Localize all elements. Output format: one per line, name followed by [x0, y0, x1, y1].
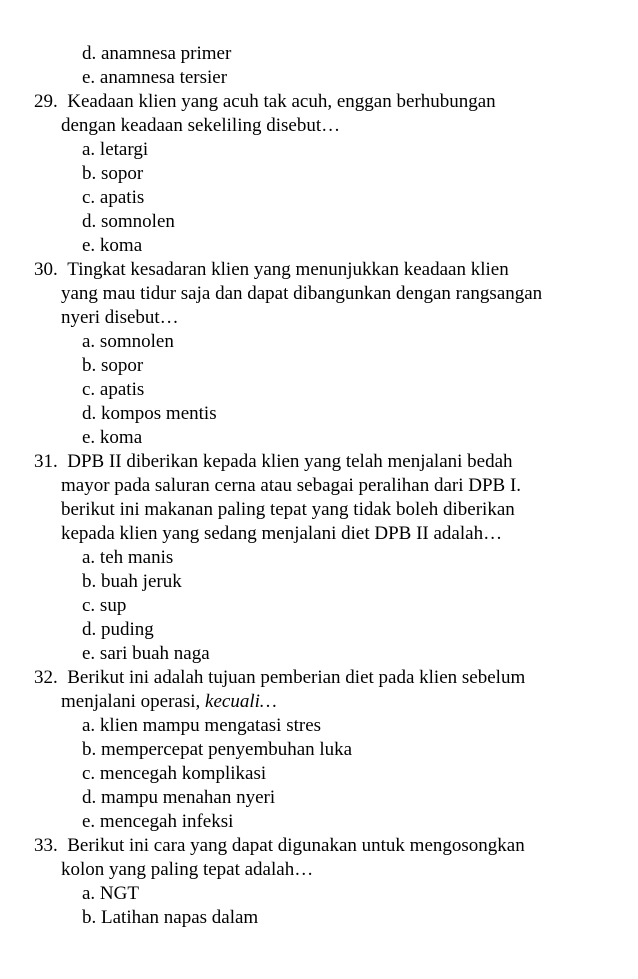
question-30 [34, 258, 509, 282]
option-line: c. apatis [82, 187, 145, 208]
option-line: b. Latihan napas dalam [82, 907, 259, 928]
option-line: a. teh manis [82, 547, 174, 568]
option-line: c. apatis [82, 379, 145, 400]
option-line: e. sari buah naga [82, 643, 210, 664]
question-text: Tingkat kesadaran klien yang menunjukkan keadaan klien [67, 259, 509, 280]
option-line: d. puding [82, 619, 154, 640]
question-number: 31. [34, 451, 58, 472]
option-line: d. mampu menahan nyeri [82, 787, 276, 808]
option-line: b. buah jeruk [82, 571, 182, 592]
option-line: d. anamnesa primer [82, 43, 232, 64]
question-text: yang mau tidur saja dan dapat dibangunkan dengan rangsangan [61, 283, 543, 304]
question-29 [34, 90, 496, 114]
question-text: kepada klien yang sedang menjalani diet DPB II adalah… [61, 523, 503, 544]
question-number: 33. [34, 835, 58, 856]
option-line: b. sopor [82, 163, 144, 184]
option-line: e. koma [82, 427, 143, 448]
question-number: 29. [34, 91, 58, 112]
option-line: a. klien mampu mengatasi stres [82, 715, 322, 736]
option-line: c. sup [82, 595, 127, 616]
option-line: b. mempercepat penyembuhan luka [82, 739, 353, 760]
option-line: a. NGT [82, 883, 139, 904]
question-text: Keadaan klien yang acuh tak acuh, enggan berhubungan [67, 91, 496, 112]
question-text: Berikut ini cara yang dapat digunakan untuk mengosongkan [67, 835, 525, 856]
question-32 [34, 666, 525, 690]
question-text: dengan keadaan sekeliling disebut… [61, 115, 341, 136]
question-33 [34, 834, 525, 858]
question-number: 32. [34, 667, 58, 688]
option-line: a. letargi [82, 139, 149, 160]
option-line: e. mencegah infeksi [82, 811, 234, 832]
question-text: berikut ini makanan paling tepat yang tidak boleh diberikan [61, 499, 515, 520]
question-number: 30. [34, 259, 58, 280]
option-line: b. sopor [82, 355, 144, 376]
option-line: e. anamnesa tersier [82, 67, 228, 88]
question-text: mayor pada saluran cerna atau sebagai peralihan dari DPB I. [61, 475, 522, 496]
question-text: kolon yang paling tepat adalah… [61, 859, 314, 880]
option-line: d. kompos mentis [82, 403, 217, 424]
question-text: DPB II diberikan kepada klien yang telah menjalani bedah [67, 451, 513, 472]
question-text [61, 690, 277, 714]
question-text-prefix: menjalani operasi, [61, 691, 206, 712]
question-31 [34, 450, 513, 474]
option-line: d. somnolen [82, 211, 175, 232]
question-text: nyeri disebut… [61, 307, 179, 328]
question-text-italic: kecuali… [205, 691, 277, 712]
question-text: Berikut ini adalah tujuan pemberian diet pada klien sebelum [67, 667, 526, 688]
option-line: a. somnolen [82, 331, 174, 352]
option-line: e. koma [82, 235, 143, 256]
option-line: c. mencegah komplikasi [82, 763, 267, 784]
